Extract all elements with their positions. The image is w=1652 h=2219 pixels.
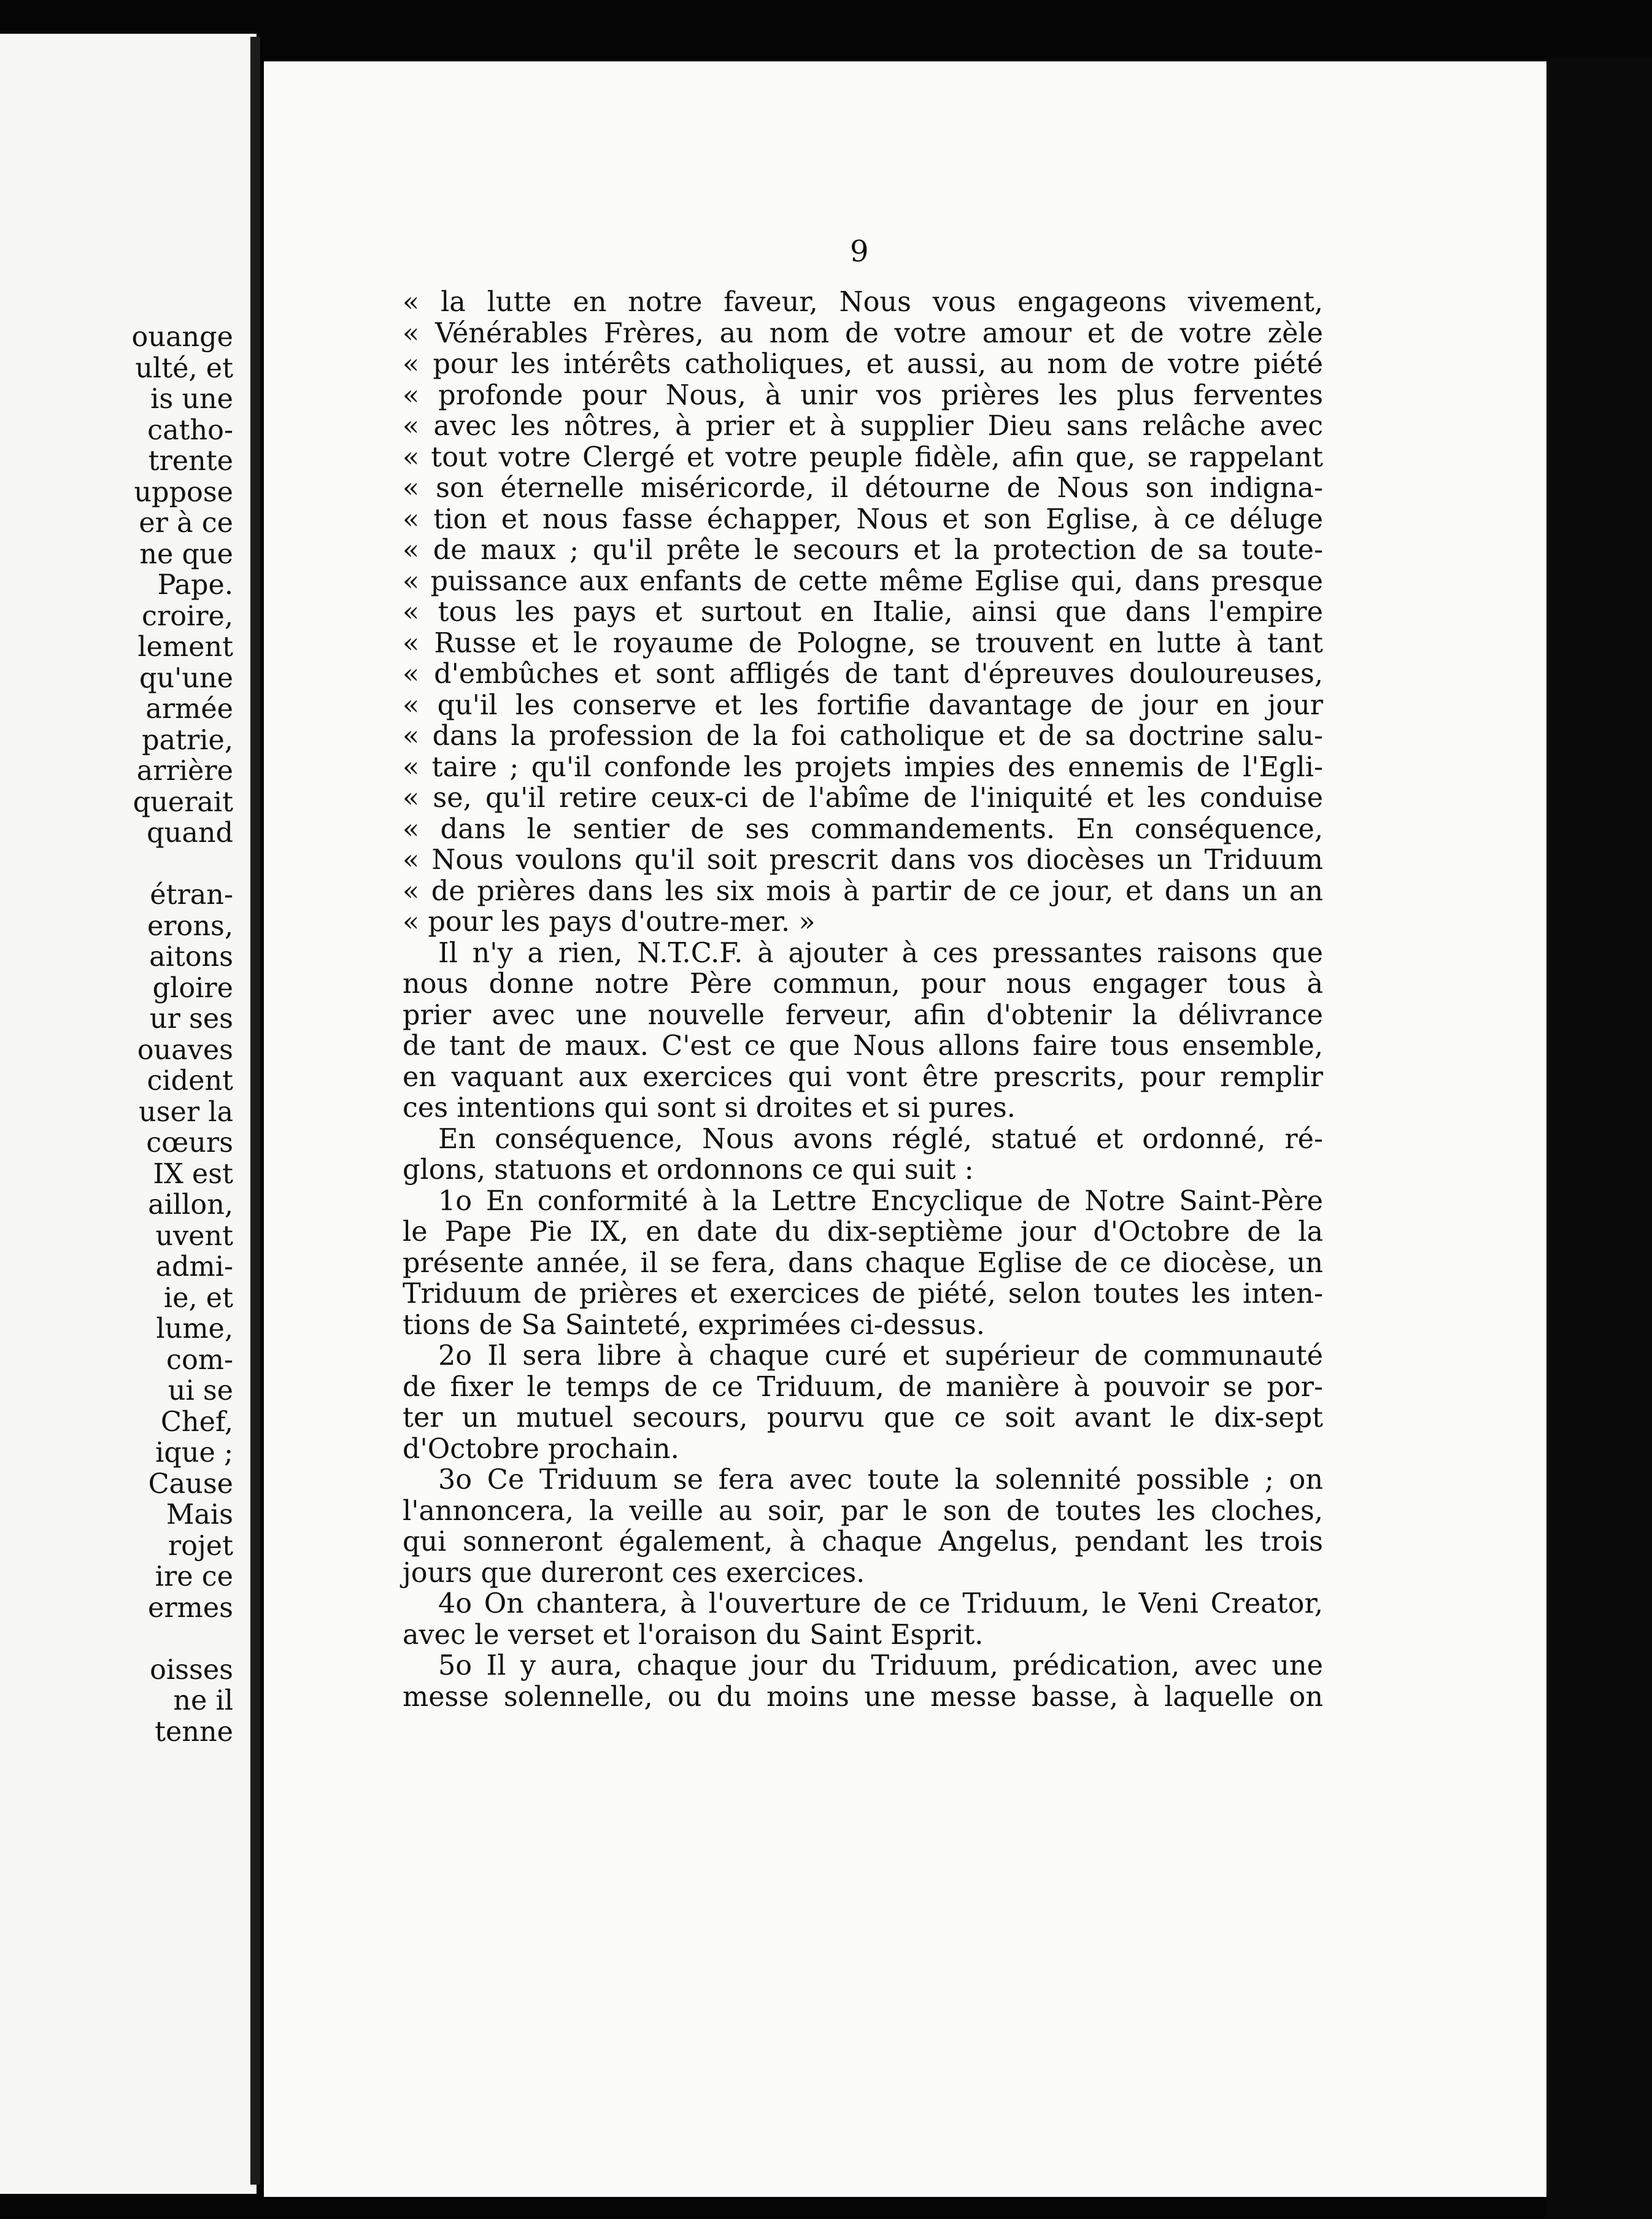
left-fragment-line: tenne [155,1716,233,1748]
left-fragment-line: ulté, et [135,352,233,384]
left-fragment-line: aitons [149,941,233,973]
left-fragment-line: ermes [148,1592,233,1624]
text-line: « se, qu'il retire ceux-ci de l'abîme de l'iniquité et les conduise [403,782,1323,814]
left-fragment-line: Mais [166,1499,233,1530]
text-line: 1o En conformité à la Lettre Encyclique de Notre Saint-Père [438,1185,1323,1217]
left-fragment-line: trente [148,446,233,477]
left-fragment-line: Cause [148,1468,233,1500]
left-fragment-line: ire ce [155,1561,233,1592]
left-fragment-line: is une [150,384,233,415]
left-fragment-line: armée [145,693,233,725]
text-line: glons, statuons et ordonnons ce qui suit : [403,1154,974,1186]
left-fragment-line: quand [147,817,233,849]
left-fragment-line: erons, [147,910,233,942]
left-fragment-line: Chef, [160,1406,233,1438]
left-fragment-line: croire, [142,600,233,632]
left-fragment-line: oisses [150,1654,233,1686]
page-body-text [403,287,1323,1713]
text-line: qui sonneront également, à chaque Angelus, pendant les trois [403,1526,1323,1557]
text-line: 2o Il sera libre à chaque curé et supérieur de communauté [438,1340,1323,1372]
text-line: « d'embûches et sont affligés de tant d'épreuves douloureuses, [403,658,1323,690]
page-number: 9 [850,234,869,269]
left-fragment-line: ouange [131,322,233,353]
text-line: en vaquant aux exercices qui vont être prescrits, pour remplir [403,1061,1323,1093]
left-fragment-line: ui se [168,1375,233,1407]
text-line: ces intentions qui sont si droites et si pures. [403,1092,1016,1124]
text-line: le Pape Pie IX, en date du dix-septième jour d'Octobre de la [403,1216,1323,1248]
left-fragment-line: cœurs [146,1127,233,1159]
text-line: ter un mutuel secours, pourvu que ce soit avant le dix-sept [403,1402,1323,1434]
text-line: 5o Il y aura, chaque jour du Triduum, prédication, avec une [438,1650,1323,1681]
text-line: « de prières dans les six mois à partir de ce jour, et dans un an [403,875,1323,907]
left-fragment-line: ique ; [155,1437,233,1468]
text-line: jours que dureront ces exercices. [403,1557,865,1589]
left-fragment-line: Pape. [157,569,233,601]
text-line: « pour les pays d'outre-mer. » [403,906,816,938]
left-facing-page [0,34,257,2194]
left-fragment-line: lement [137,631,233,663]
left-fragment-line: uvent [155,1220,233,1252]
text-line: « taire ; qu'il confonde les projets impies des ennemis de l'Egli- [403,751,1323,783]
text-line: présente année, il se fera, dans chaque Eglise de ce diocèse, un [403,1247,1323,1279]
text-line: « Vénérables Frères, au nom de votre amour et de votre zèle [403,317,1323,349]
text-line: « tout votre Clergé et votre peuple fidèle, afin que, se rappelant [403,441,1323,473]
scan-border [1546,58,1652,2218]
text-line: d'Octobre prochain. [403,1433,679,1465]
left-fragment-line: aillon, [148,1189,233,1221]
left-fragment-line: er à ce [139,507,233,539]
text-line: de tant de maux. C'est ce que Nous allons faire tous ensemble, [403,1030,1323,1062]
left-fragment-line: patrie, [142,724,233,756]
text-line: En conséquence, Nous avons réglé, statué et ordonné, ré- [438,1123,1323,1155]
book-gutter [250,37,260,2185]
left-fragment-line: user la [138,1096,233,1128]
text-line: 3o Ce Triduum se fera avec toute la solennité possible ; on [438,1464,1323,1495]
text-line: Triduum de prières et exercices de piété, selon toutes les inten- [403,1278,1323,1310]
left-fragment-line: lume, [156,1313,233,1345]
text-line: l'annoncera, la veille au soir, par le son de toutes les cloches, [403,1495,1323,1527]
text-line: nous donne notre Père commun, pour nous engager tous à [403,968,1323,1000]
left-fragment-line: gloire [152,972,233,1004]
left-fragment-line: admi- [155,1251,233,1283]
text-line: « son éternelle miséricorde, il détourne de Nous son indigna- [403,473,1323,504]
left-fragment-line: catho- [147,414,233,446]
left-fragment-line: ouaves [137,1034,233,1066]
text-line: 4o On chantera, à l'ouverture de ce Triduum, le Veni Creator, [438,1588,1323,1619]
left-fragment-line: rojet [168,1530,233,1562]
left-fragment-line: étran- [150,879,233,911]
text-line: « dans la profession de la foi catholique et de sa doctrine salu- [403,720,1323,752]
text-line: prier avec une nouvelle ferveur, afin d'obtenir la délivrance [403,999,1323,1031]
text-line: « tous les pays et surtout en Italie, ainsi que dans l'empire [403,596,1323,628]
text-line: « de maux ; qu'il prête le secours et la protection de sa toute- [403,534,1323,566]
left-fragment-line: ne que [139,538,233,570]
text-line: avec le verset et l'oraison du Saint Esprit. [403,1619,984,1651]
text-line: « puissance aux enfants de cette même Eglise qui, dans presque [403,565,1323,597]
text-line: « avec les nôtres, à prier et à supplier Dieu sans relâche avec [403,411,1323,442]
left-fragment-line: arrière [136,755,233,787]
text-line: messe solennelle, ou du moins une messe basse, à laquelle on [403,1681,1323,1713]
left-fragment-line [0,849,233,881]
text-line: Il n'y a rien, N.T.C.F. à ajouter à ces pressantes raisons que [438,937,1323,969]
left-fragment-line: ur ses [149,1003,233,1035]
left-fragment-line: cident [147,1065,233,1097]
text-line: de fixer le temps de ce Triduum, de manière à pouvoir se por- [403,1371,1323,1403]
left-fragment-line: ie, et [163,1282,233,1314]
left-fragment-line: IX est [153,1158,233,1190]
text-line: « profonde pour Nous, à unir vos prières les plus ferventes [403,379,1323,411]
text-line: « qu'il les conserve et les fortifie davantage de jour en jour [403,689,1323,721]
text-line: « pour les intérêts catholiques, et aussi, au nom de votre piété [403,349,1323,380]
left-fragment-line: qu'une [139,662,233,694]
text-line: « la lutte en notre faveur, Nous vous engageons vivement, [403,287,1323,318]
text-line: « Nous voulons qu'il soit prescrit dans vos diocèses un Triduum [403,844,1323,876]
text-line: « tion et nous fasse échapper, Nous et son Eglise, à ce déluge [403,503,1323,535]
left-fragment-line: ne il [173,1685,233,1716]
text-line: « Russe et le royaume de Pologne, se trouvent en lutte à tant [403,627,1323,659]
left-page-text-fragments [0,322,233,1748]
text-line: tions de Sa Sainteté, exprimées ci-dessus. [403,1309,985,1341]
left-fragment-line: com- [166,1344,233,1376]
left-fragment-line: uppose [134,476,233,508]
text-line: « dans le sentier de ses commandements. En conséquence, [403,813,1323,845]
left-fragment-line [0,1624,233,1655]
left-fragment-line: querait [133,786,233,818]
